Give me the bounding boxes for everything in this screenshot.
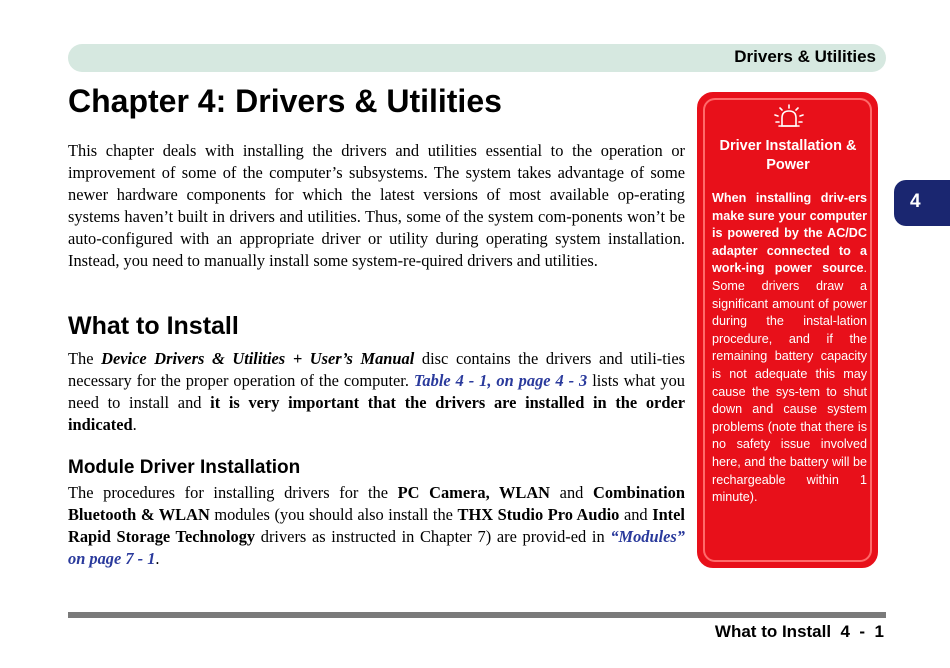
intro-paragraph: This chapter deals with installing the drivers and utilities essential to the operation or improvement of some of the computer’s subsystems. The system takes advantage of some newer hardware components for which the latest versions of most available op-erating systems haven’t built in drivers and utilities. Thus, some of the system com-ponents won’t be auto-configured with an appropriate driver or utility during operating system installation. Instead, you need to manually install some system-re-quired drivers and utilities. [68, 141, 685, 270]
text-run: lists what you need to install and [68, 371, 685, 412]
chapter-title: Chapter 4: Drivers & Utilities [68, 83, 502, 119]
text-run: drivers as instructed in Chapter 7) are provid-ed in [255, 527, 611, 546]
what-to-install-paragraph [68, 348, 685, 436]
sidebar-bold-warning: When installing driv-ers make sure your computer is powered by the AC/DC adapter connected to a work-ing power source [712, 191, 867, 276]
running-header: Drivers & Utilities [734, 47, 876, 66]
text-run: The procedures for installing drivers for the [68, 483, 398, 502]
bold-term: PC Camera, WLAN [397, 483, 551, 502]
modules-link[interactable]: “Modules” on page 7 - 1 [68, 527, 685, 568]
text-run: and [550, 483, 593, 502]
text-run: and [619, 505, 653, 524]
sidebar-body [712, 190, 867, 507]
text-run: . [155, 549, 160, 568]
chapter-tab-label: 4 [910, 191, 921, 212]
chapter-tab [894, 180, 950, 226]
text-run: disc contains the drivers and utili-ties necessary for the proper operation of the computer. [68, 349, 685, 390]
module-paragraph [68, 482, 685, 570]
table-link[interactable]: Table 4 - 1, on page 4 - 3 [413, 371, 588, 390]
manual-name: Device Drivers & Utilities + User’s Manual [101, 349, 415, 368]
bold-term: Intel Rapid Storage Technology [68, 505, 685, 546]
bold-term: Combination Bluetooth & WLAN [68, 483, 685, 524]
alarm-bell-icon [772, 104, 806, 132]
text-run: . [132, 415, 137, 434]
sidebar-text: . Some drivers draw a significant amount of power during the instal-lation procedure, and if the remaining battery capacity is not adequate this may cause the sys-tem to shut down and cause system problems (note that there is no safety issue involved here, and the battery will be rechargeable within 1 minute). [712, 261, 867, 505]
section-heading-what-to-install: What to Install [68, 312, 239, 340]
emphasis-text: it is very important that the drivers are installed in the order indicated [68, 393, 686, 434]
text-run: The [68, 349, 102, 368]
sidebar-title: Driver Installation & Power [719, 138, 857, 173]
text-run: modules (you should also install the [209, 505, 458, 524]
footer-rule [68, 612, 886, 618]
page-footer: What to Install 4 - 1 [714, 622, 884, 641]
bold-term: THX Studio Pro Audio [457, 505, 620, 524]
section-heading-module-driver-installation: Module Driver Installation [68, 457, 301, 478]
